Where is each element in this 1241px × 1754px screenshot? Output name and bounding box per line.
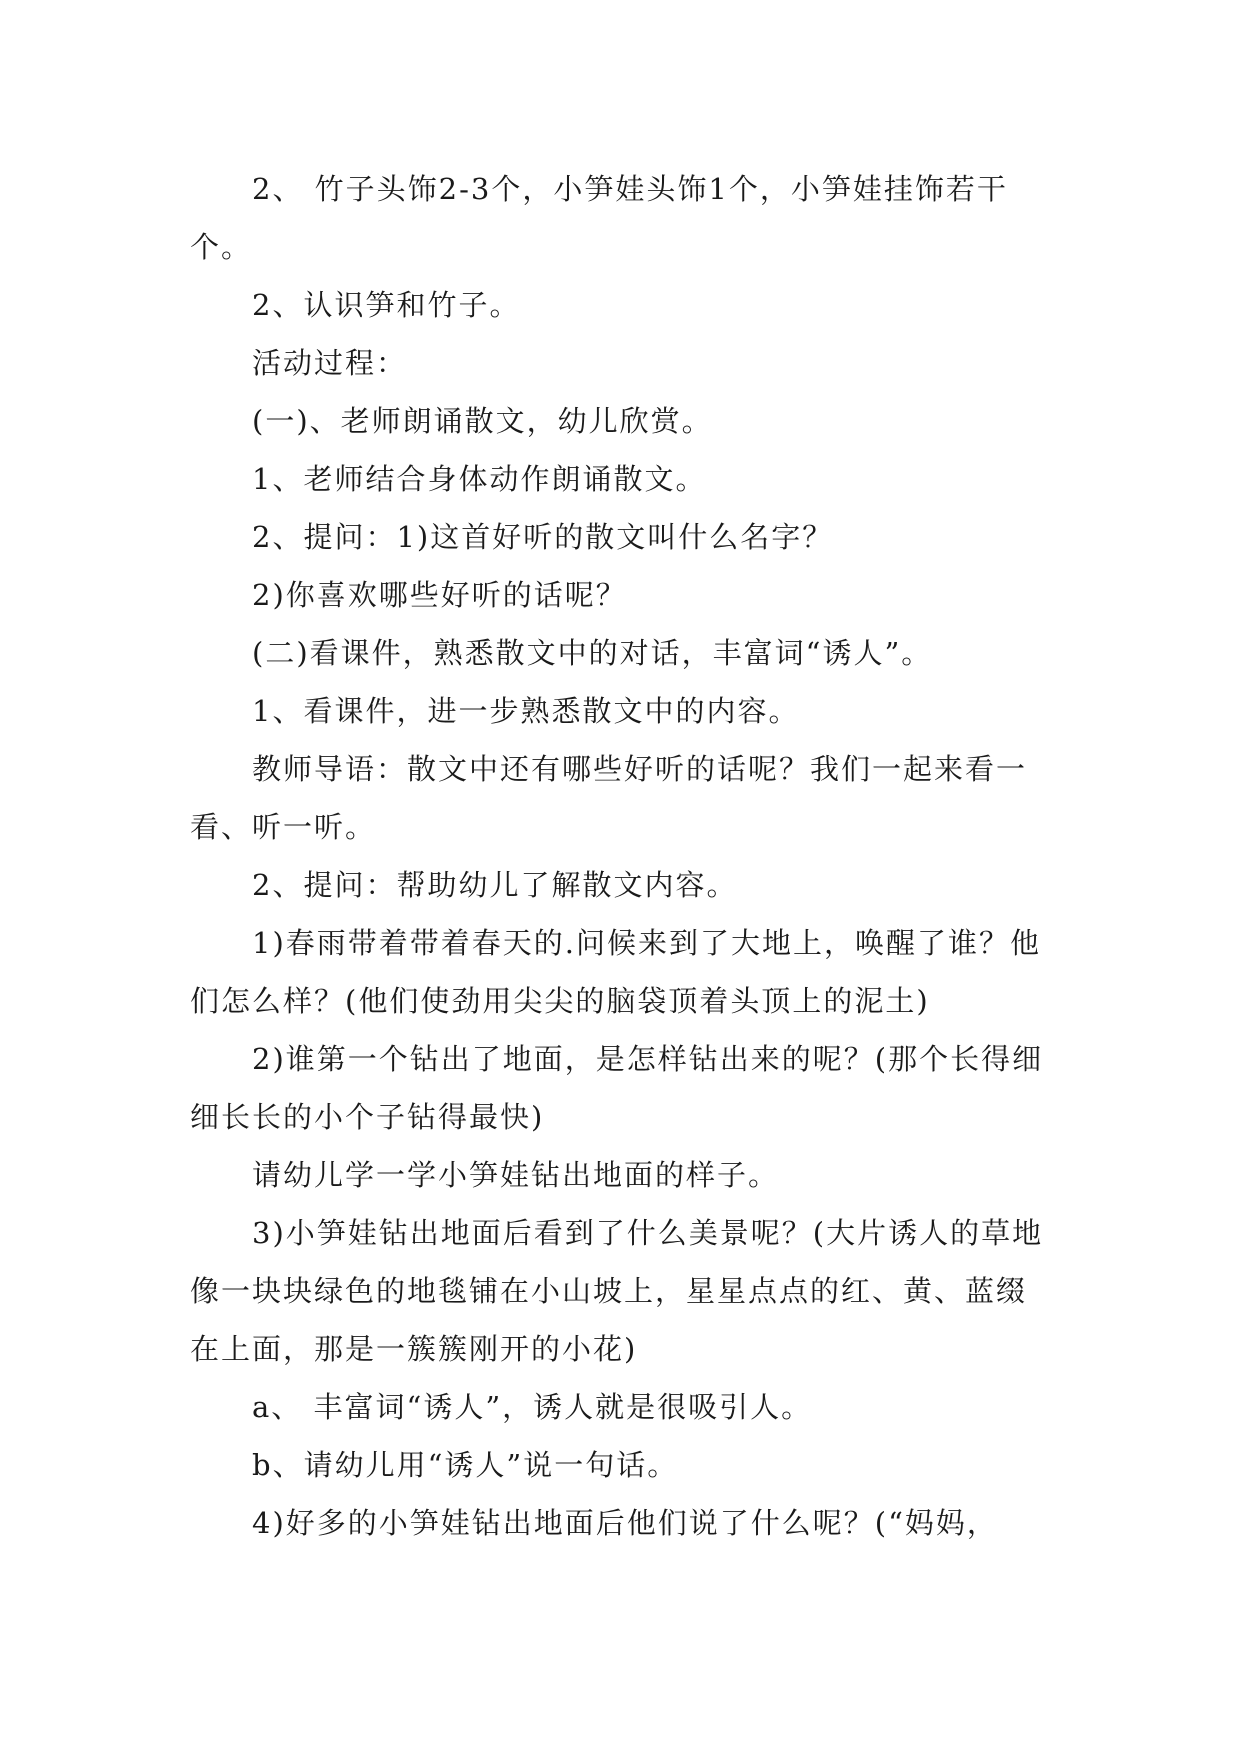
paragraph-item-b: b、请幼儿用“诱人”说一句话。 [252, 1448, 679, 1482]
paragraph-question-2: 2)你喜欢哪些好听的话呢？ [252, 578, 627, 612]
paragraph-q2-first-out: 2)谁第一个钻出了地面，是怎样钻出来的呢？(那个长得细细长长的小个子钻得最快) [190, 1042, 1044, 1134]
body-text [190, 160, 1050, 1552]
paragraph-recognize: 2、认识笋和竹子。 [252, 288, 521, 322]
paragraph-section-one: (一)、老师朗诵散文，幼儿欣赏。 [252, 404, 713, 438]
paragraph-q3-scenery: 3)小笋娃钻出地面后看到了什么美景呢？(大片诱人的草地像一块块绿色的地毯铺在小山坡上，星星点点的红、黄、蓝缀在上面，那是一簇簇刚开的小花) [190, 1216, 1044, 1366]
paragraph-step-2-help: 2、提问：帮助幼儿了解散文内容。 [252, 868, 738, 902]
paragraph-materials: 2、 竹子头饰2-3个，小笋娃头饰1个，小笋娃挂饰若干个。 [190, 172, 1008, 264]
paragraph-step-1: 1、老师结合身体动作朗诵散文。 [252, 462, 707, 496]
paragraph-process-heading: 活动过程： [252, 346, 408, 380]
paragraph-courseware: 1、看课件，进一步熟悉散文中的内容。 [252, 694, 800, 728]
paragraph-section-two: (二)看课件，熟悉散文中的对话，丰富词“诱人”。 [252, 636, 933, 670]
paragraph-imitate: 请幼儿学一学小笋娃钻出地面的样子。 [252, 1158, 780, 1192]
paragraph-q4-said: 4)好多的小笋娃钻出地面后他们说了什么呢？(“妈妈， [252, 1506, 998, 1540]
paragraph-item-a: a、 丰富词“诱人”，诱人就是很吸引人。 [252, 1390, 813, 1424]
paragraph-teacher-guide: 教师导语：散文中还有哪些好听的话呢？我们一起来看一看、听一听。 [190, 752, 1028, 844]
paragraph-q1-spring-rain: 1)春雨带着带着春天的.问候来到了大地上，唤醒了谁？他们怎么样？(他们使劲用尖尖的脑袋顶着头顶上的泥土) [190, 926, 1041, 1018]
paragraph-step-2-question: 2、提问：1)这首好听的散文叫什么名字？ [252, 520, 834, 554]
